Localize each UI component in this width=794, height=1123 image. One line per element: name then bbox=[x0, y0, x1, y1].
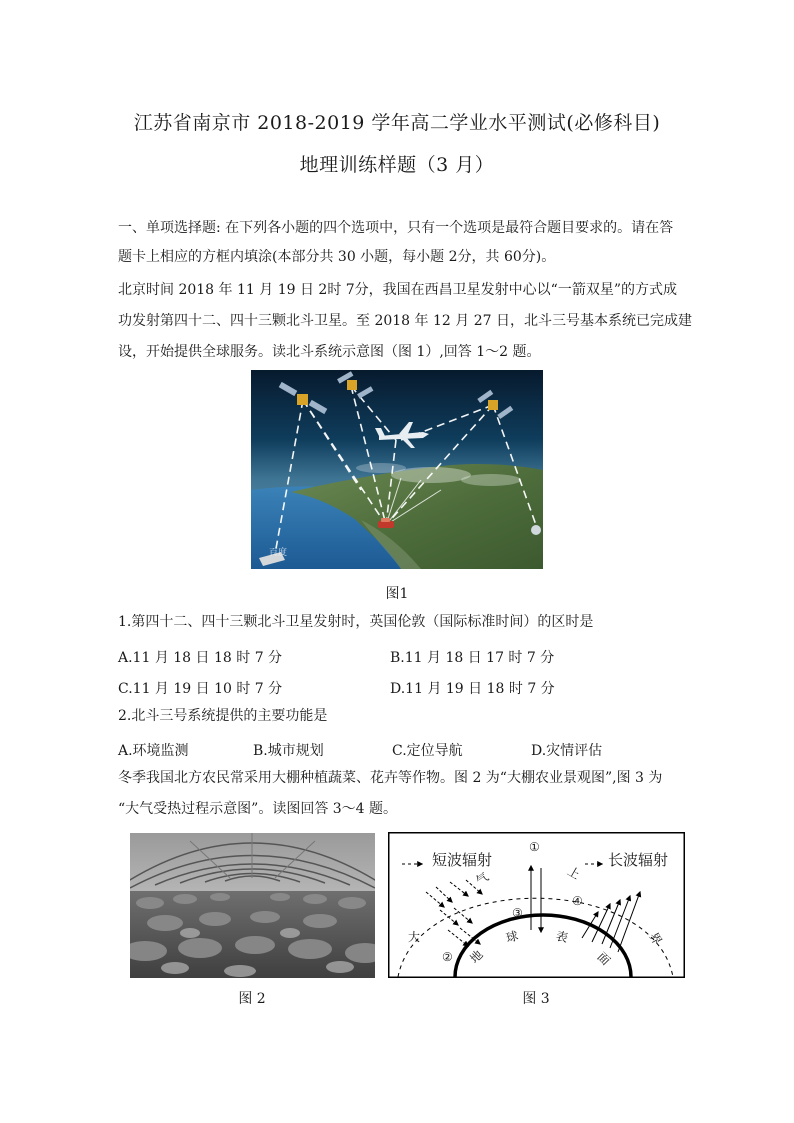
question-2-option-d: D.灾情评估 bbox=[531, 743, 603, 759]
figure2-caption: 图 2 bbox=[238, 991, 266, 1007]
arc-char-2: 气 bbox=[473, 869, 492, 889]
figure3-caption: 图 3 bbox=[522, 991, 550, 1007]
marker-4: ④ bbox=[572, 894, 583, 908]
question-1-option-d: D.11 月 19 日 18 时 7 分 bbox=[390, 681, 555, 697]
intro2-line-1: 冬季我国北方农民常采用大棚种植蔬菜、花卉等作物。图 2 为“大棚农业景观图”,图 3 为 bbox=[118, 770, 663, 786]
intro1-line-1: 北京时间 2018 年 11 月 19 日 2时 7分，我国在西昌卫星发射中心以“一箭双星”的方式成 bbox=[118, 282, 677, 298]
marker-3: ③ bbox=[512, 906, 523, 920]
question-2-option-c: C.定位导航 bbox=[392, 743, 463, 759]
short-wave-label: 短波辐射 bbox=[432, 851, 493, 869]
section-instruction-line-1: 一、单项选择题: 在下列各小题的四个选项中，只有一个选项是最符合题目要求的。请在答 bbox=[118, 220, 674, 236]
ground-char-4: 面 bbox=[594, 949, 613, 969]
intro1-line-3: 设，开始提供全球服务。读北斗系统示意图（图 1）,回答 1～2 题。 bbox=[118, 344, 541, 360]
arc-char-1: 大 bbox=[408, 930, 421, 944]
figure1-watermark: 百度 bbox=[269, 547, 288, 557]
question-1-stem: 1.第四十二、四十三颗北斗卫星发射时，英国伦敦（国际标准时间）的区时是 bbox=[118, 614, 594, 630]
figure1-caption: 图1 bbox=[385, 586, 409, 602]
ground-char-2: 球 bbox=[504, 928, 520, 946]
ground-char-3: 表 bbox=[554, 928, 570, 946]
intro2-line-2: “大气受热过程示意图”。读图回答 3～4 题。 bbox=[118, 801, 398, 817]
section-instruction-line-2: 题卡上相应的方框内填涂(本部分共 30 小题，每小题 2分，共 60分)。 bbox=[118, 249, 556, 265]
intro1-line-2: 功发射第四十二、四十三颗北斗卫星。至 2018 年 12 月 27 日，北斗三号基本系统已完成建 bbox=[118, 313, 692, 329]
question-1-option-c: C.11 月 19 日 10 时 7 分 bbox=[118, 681, 283, 697]
figure3-diagram bbox=[388, 832, 685, 978]
figure1-beidou-image bbox=[251, 370, 543, 569]
long-wave-label: 长波辐射 bbox=[608, 851, 669, 869]
figure2-greenhouse-image bbox=[130, 833, 375, 978]
marker-1: ① bbox=[529, 840, 540, 854]
ground-char-1: 地 bbox=[467, 947, 486, 967]
page-subtitle: 地理训练样题（3 月） bbox=[299, 154, 495, 176]
marker-2: ② bbox=[442, 950, 453, 964]
question-2-stem: 2.北斗三号系统提供的主要功能是 bbox=[118, 708, 328, 724]
arc-char-4: 界 bbox=[646, 930, 665, 948]
page-title: 江苏省南京市 2018-2019 学年高二学业水平测试(必修科目) bbox=[133, 112, 661, 134]
arc-char-3: 上 bbox=[565, 863, 583, 882]
question-2-option-b: B.城市规划 bbox=[253, 743, 324, 759]
question-1-option-a: A.11 月 18 日 18 时 7 分 bbox=[118, 650, 283, 666]
question-2-option-a: A.环境监测 bbox=[118, 743, 189, 759]
ground-station-icon bbox=[531, 525, 541, 535]
question-1-option-b: B.11 月 18 日 17 时 7 分 bbox=[390, 650, 555, 666]
